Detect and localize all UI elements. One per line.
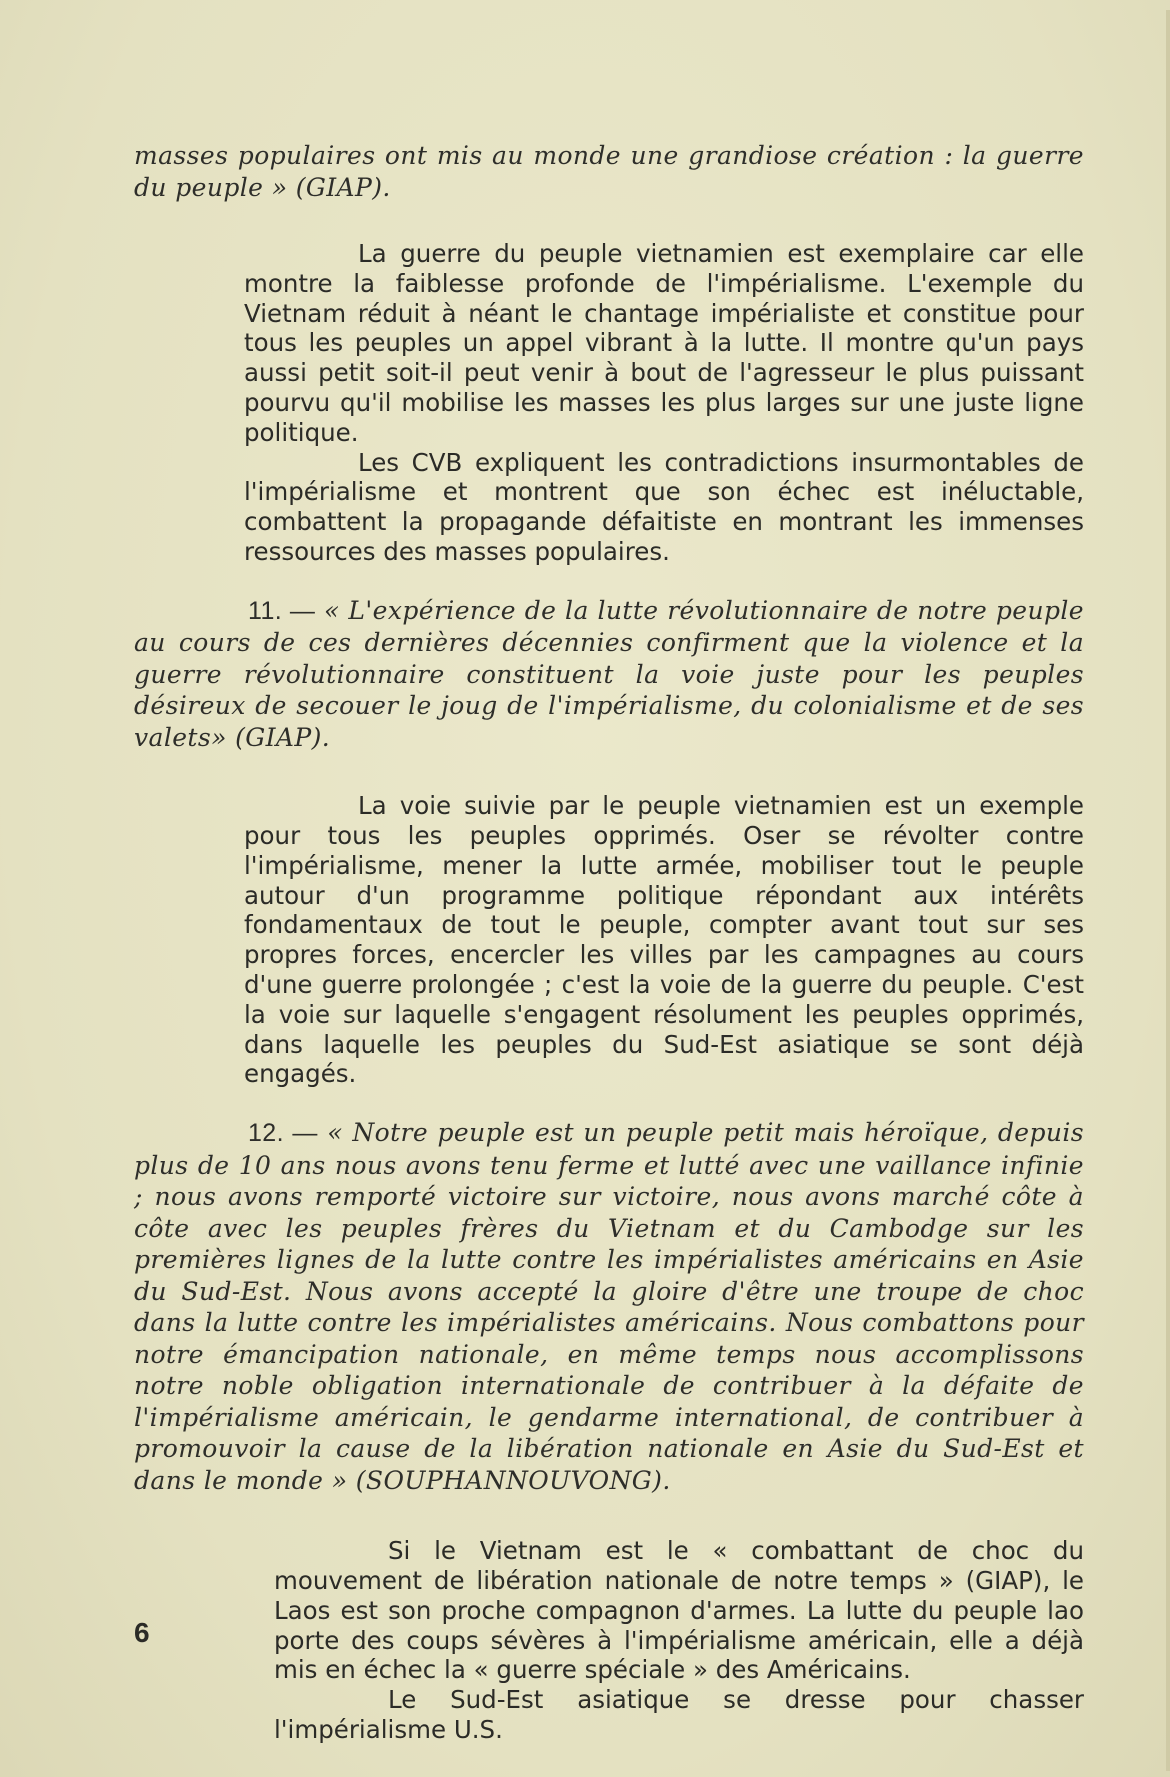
item-number-11: 11. —: [248, 596, 316, 625]
paragraph-laos: Si le Vietnam est le « combattant de choc du mouvement de libération nationale de notre temps » (GIAP), le Laos est son proche compagnon d'armes. La lutte du peuple lao porte des coups sévères à l'impérialisme américain, elle a déjà mis en échec la « guerre spéciale » des Américains.: [274, 1536, 1084, 1685]
quote-text-11: « L'expérience de la lutte révolutionnaire de notre peuple au cours de ces dernières décennies confirment que la violence et la guerre révolutionnaire constituent la voie juste pour les peuples désireux de secouer le joug de l'impérialisme, du colonialisme et de ses valets» (GIAP).: [134, 595, 1084, 752]
page-content: [134, 140, 1084, 1745]
quote-item-11: [134, 595, 1084, 754]
commentary-block-1: [244, 239, 1084, 567]
paragraph-vietnamese-path: La voie suivie par le peuple vietnamien est un exemple pour tous les peuples opprimés. Oser se révolter contre l'impérialisme, mener la lutte armée, mobiliser tout le peuple autour d'un programme politique répondant aux intérêts fondamentaux de tout le peuple, compter avant tout sur ses propres forces, encercler les villes par les campagnes au cours d'une guerre prolongée ; c'est la voie de la guerre du peuple. C'est la voie sur laquelle s'engagent résolument les peuples opprimés, dans laquelle les peuples du Sud-Est asiatique se sont déjà engagés.: [244, 791, 1084, 1089]
page-number: 6: [134, 1617, 150, 1648]
paragraph-southeast-asia: Le Sud-Est asiatique se dresse pour chasser l'impérialisme U.S.: [274, 1685, 1084, 1745]
commentary-block-3: [274, 1536, 1084, 1745]
quote-text-12: « Notre peuple est un peuple petit mais héroïque, depuis plus de 10 ans nous avons tenu ferme et lutté avec une vaillance infinie ; nous avons remporté victoire sur victoire, nous avons marché côte à côte avec les peuples frères du Vietnam et du Cambodge sur les premières lignes de la lutte contre les impérialistes américains en Asie du Sud-Est. Nous avons accepté la gloire d'être une troupe de choc dans la lutte contre les impérialistes américains. Nous combattons pour notre émancipation nationale, en même temps nous accomplissons notre noble obligation internationale de contribuer à la défaite de l'impérialisme américain, le gendarme international, de contribuer à promouvoir la cause de la libération nationale en Asie du Sud-Est et dans le monde » (SOUPHANNOUVONG).: [134, 1118, 1084, 1495]
paragraph-cvb: Les CVB expliquent les contradictions insurmontables de l'impérialisme et montrent que son échec est inéluctable, combattent la propagande défaitiste en montrant les immenses ressources des masses populaires.: [244, 447, 1084, 566]
commentary-block-2: [244, 791, 1084, 1089]
quote-item-12: [134, 1117, 1084, 1496]
paragraph-exemplary-war: La guerre du peuple vietnamien est exemplaire car elle montre la faiblesse profonde de l'impérialisme. L'exemple du Vietnam réduit à néant le chantage impérialiste et constitue pour tous les peuples un appel vibrant à la lutte. Il montre qu'un pays aussi petit soit-il peut venir à bout de l'agresseur le plus puissant pourvu qu'il mobilise les masses les plus larges sur une juste ligne politique.: [244, 239, 1084, 447]
quote-continuation: masses populaires ont mis au monde une grandiose création : la guerre du peuple » (GIAP).: [134, 141, 1084, 202]
item-number-12: 12. —: [248, 1119, 318, 1148]
